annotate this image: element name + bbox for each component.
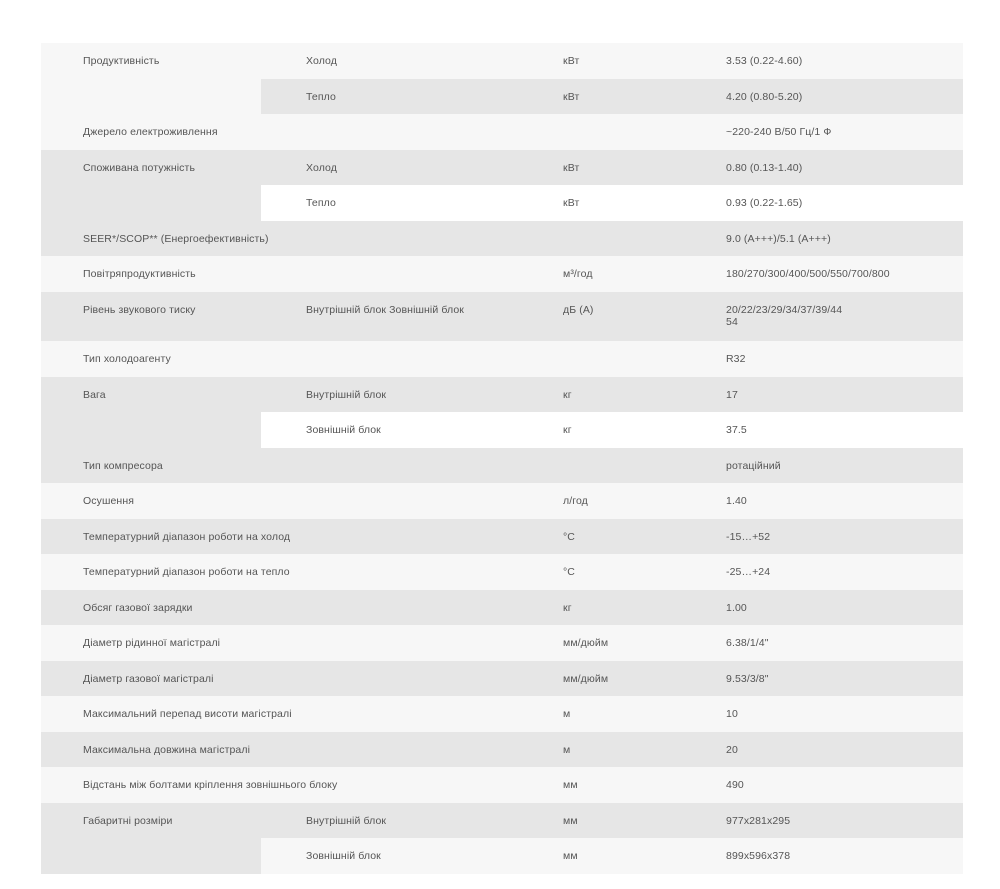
unit-cell xyxy=(533,114,682,150)
param-cell: Максимальна довжина магістралі xyxy=(41,732,533,767)
unit-cell: мм xyxy=(533,838,682,874)
table-row xyxy=(41,448,963,483)
param-cell: Тип компресора xyxy=(41,448,533,483)
table-row xyxy=(41,661,963,696)
table-row xyxy=(41,696,963,732)
value-cell: 9.53/3/8" xyxy=(682,661,963,696)
value-cell: 17 xyxy=(682,377,963,412)
param-cell: SEER*/SCOP** (Енергоефективність) xyxy=(41,221,533,256)
param-cell: Вага xyxy=(41,377,261,448)
unit-cell: °С xyxy=(533,554,682,590)
table-row xyxy=(41,256,963,292)
value-cell: 180/270/300/400/500/550/700/800 xyxy=(682,256,963,292)
param-cell: Осушення xyxy=(41,483,533,519)
table-row xyxy=(41,590,963,625)
param-cell: Обсяг газової зарядки xyxy=(41,590,533,625)
unit-cell: мм xyxy=(533,767,682,803)
unit-cell xyxy=(533,341,682,377)
table-row xyxy=(41,483,963,519)
unit-cell: кг xyxy=(533,590,682,625)
sub-cell: Внутрішній блок xyxy=(261,377,533,412)
unit-cell: мм/дюйм xyxy=(533,625,682,661)
sub-cell: Холод xyxy=(261,43,533,79)
param-cell: Габаритні розміри xyxy=(41,803,261,874)
unit-cell: м³/год xyxy=(533,256,682,292)
unit-cell: м xyxy=(533,732,682,767)
value-cell: 1.40 xyxy=(682,483,963,519)
param-cell: Продуктивність xyxy=(41,43,261,114)
unit-cell: кВт xyxy=(533,79,682,114)
value-cell: 899x596x378 xyxy=(682,838,963,874)
value-cell: 1.00 xyxy=(682,590,963,625)
unit-cell: кВт xyxy=(533,185,682,221)
table-row xyxy=(41,221,963,256)
param-cell: Відстань між болтами кріплення зовнішнього блоку xyxy=(41,767,533,803)
table-row xyxy=(41,732,963,767)
table-row xyxy=(41,803,963,838)
sub-cell: Холод xyxy=(261,150,533,185)
unit-cell: мм xyxy=(533,803,682,838)
param-cell: Максимальний перепад висоти магістралі xyxy=(41,696,533,732)
sub-cell: Тепло xyxy=(261,79,533,114)
unit-cell: °С xyxy=(533,519,682,554)
value-cell: 977x281x295 xyxy=(682,803,963,838)
table-row xyxy=(41,519,963,554)
param-cell: Рівень звукового тиску xyxy=(41,292,261,341)
param-cell: Джерело електроживлення xyxy=(41,114,533,150)
unit-cell: дБ (А) xyxy=(533,292,682,341)
value-cell: 0.80 (0.13-1.40) xyxy=(682,150,963,185)
table-row xyxy=(41,625,963,661)
value-cell: 20/22/23/29/34/37/39/44 54 xyxy=(682,292,963,341)
unit-cell xyxy=(533,448,682,483)
table-row xyxy=(41,43,963,79)
value-cell: 37.5 xyxy=(682,412,963,448)
value-cell: -15…+52 xyxy=(682,519,963,554)
param-cell: Температурний діапазон роботи на холод xyxy=(41,519,533,554)
param-cell: Діаметр рідинної магістралі xyxy=(41,625,533,661)
value-cell: 4.20 (0.80-5.20) xyxy=(682,79,963,114)
table-row xyxy=(41,377,963,412)
param-cell: Повітряпродуктивність xyxy=(41,256,533,292)
param-cell: Споживана потужність xyxy=(41,150,261,221)
value-cell: 20 xyxy=(682,732,963,767)
unit-cell: кг xyxy=(533,412,682,448)
value-cell: 3.53 (0.22-4.60) xyxy=(682,43,963,79)
value-cell: -25…+24 xyxy=(682,554,963,590)
table-row xyxy=(41,341,963,377)
param-cell: Температурний діапазон роботи на тепло xyxy=(41,554,533,590)
value-cell: 0.93 (0.22-1.65) xyxy=(682,185,963,221)
value-cell: R32 xyxy=(682,341,963,377)
unit-cell: кВт xyxy=(533,150,682,185)
value-cell: 10 xyxy=(682,696,963,732)
unit-cell: м xyxy=(533,696,682,732)
value-cell: 9.0 (A+++)/5.1 (A+++) xyxy=(682,221,963,256)
unit-cell: кг xyxy=(533,377,682,412)
table-row xyxy=(41,554,963,590)
value-cell: 490 xyxy=(682,767,963,803)
value-cell: 6.38/1/4" xyxy=(682,625,963,661)
sub-cell: Зовнішній блок xyxy=(261,838,533,874)
value-cell: ~220-240 В/50 Гц/1 Ф xyxy=(682,114,963,150)
sub-cell: Внутрішній блок Зовнішній блок xyxy=(261,292,533,341)
unit-cell xyxy=(533,221,682,256)
sub-cell: Тепло xyxy=(261,185,533,221)
unit-cell: л/год xyxy=(533,483,682,519)
sub-cell: Внутрішній блок xyxy=(261,803,533,838)
unit-cell: кВт xyxy=(533,43,682,79)
table-row xyxy=(41,114,963,150)
specifications-table xyxy=(41,43,963,874)
param-cell: Діаметр газової магістралі xyxy=(41,661,533,696)
table-row xyxy=(41,292,963,341)
table-row xyxy=(41,150,963,185)
unit-cell: мм/дюйм xyxy=(533,661,682,696)
sub-cell: Зовнішній блок xyxy=(261,412,533,448)
table-row xyxy=(41,767,963,803)
param-cell: Тип холодоагенту xyxy=(41,341,533,377)
value-cell: ротаційний xyxy=(682,448,963,483)
